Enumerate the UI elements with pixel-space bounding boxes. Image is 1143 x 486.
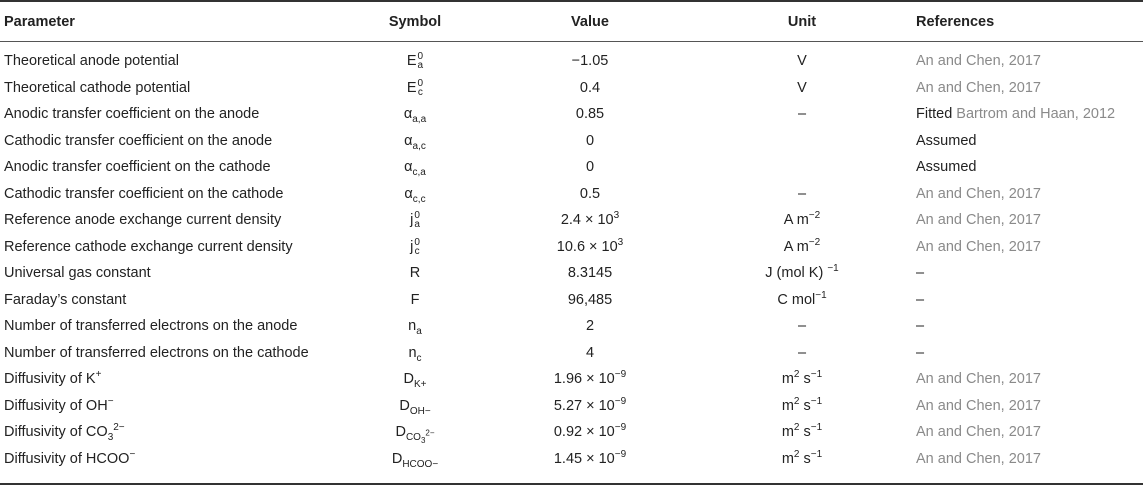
cell-unit — [694, 393, 910, 420]
cell-unit — [694, 154, 910, 181]
cell-unit — [694, 207, 910, 234]
cell-symbol — [344, 181, 486, 208]
cell-value — [486, 207, 694, 234]
table-row — [0, 313, 1143, 340]
cell-reference: – — [916, 344, 925, 361]
cell-parameter: Theoretical cathode potential — [4, 79, 191, 96]
cell-parameter — [0, 366, 344, 393]
cell-value: 0 — [585, 159, 595, 176]
table-row — [0, 234, 1143, 261]
unit-base: C mol — [777, 291, 816, 308]
parameter-charge: + — [95, 369, 102, 381]
cell-reference: An and Chen, 2017 — [916, 397, 1041, 414]
cell-parameter: Theoretical anode potential — [4, 53, 179, 70]
unit-exponent: 2 — [793, 448, 800, 460]
symbol-sub: c — [414, 245, 420, 257]
cell-symbol — [344, 75, 486, 102]
cell-reference: An and Chen, 2017 — [916, 212, 1041, 229]
symbol-indices — [418, 79, 424, 97]
cell-value: −1.05 — [571, 53, 609, 70]
cell-symbol — [344, 234, 486, 261]
symbol-sub: HCOO− — [402, 458, 439, 470]
header-value: Value — [571, 13, 609, 30]
unit-base: J (mol K) — [765, 265, 828, 282]
symbol-base: D — [403, 371, 414, 388]
header-unit: Unit — [787, 13, 817, 30]
parameter-subscript: 3 — [107, 432, 114, 444]
unit-exponent-2: −1 — [810, 422, 823, 434]
cell-unit — [694, 446, 910, 473]
symbol-base: α — [403, 106, 413, 123]
symbol-sub: a — [417, 60, 424, 72]
cell-unit — [694, 234, 910, 261]
cell-parameter: Number of transferred electrons on the cathode — [4, 344, 309, 361]
cell-parameter: Reference cathode exchange current density — [4, 238, 293, 255]
cell-symbol: R — [409, 265, 421, 282]
reference-citation: Bartrom and Haan, 2012 — [956, 106, 1116, 123]
unit-exponent-2: −1 — [810, 369, 823, 381]
table-row — [0, 154, 1143, 181]
header-symbol: Symbol — [388, 13, 442, 30]
table-row — [0, 181, 1143, 208]
cell-unit — [694, 260, 910, 287]
parameter-charge: − — [129, 448, 136, 460]
cell-unit: – — [797, 318, 807, 335]
header-references: References — [916, 13, 995, 30]
parameter-text: Diffusivity of OH — [4, 397, 108, 414]
value-exponent: −9 — [614, 448, 627, 460]
cell-parameter: Reference anode exchange current density — [4, 212, 282, 229]
unit-base: m — [781, 424, 794, 441]
cell-reference: An and Chen, 2017 — [916, 79, 1041, 96]
unit-base: A m — [783, 238, 809, 255]
cell-value: 4 — [585, 344, 595, 361]
unit-exponent: −2 — [808, 236, 821, 248]
cell-unit: – — [797, 106, 807, 123]
symbol-sup: 0 — [414, 236, 420, 248]
value-exponent: 3 — [617, 236, 624, 248]
cell-reference: – — [916, 318, 925, 335]
symbol-sub: OH− — [409, 405, 431, 417]
table-row — [0, 340, 1143, 367]
cell-parameter — [0, 393, 344, 420]
unit-rest: s — [799, 450, 811, 467]
symbol-base: n — [408, 318, 417, 335]
cell-value: 0.4 — [579, 79, 601, 96]
table-row — [0, 393, 1143, 420]
cell-parameter — [0, 419, 344, 446]
symbol-base: α — [404, 159, 413, 176]
cell-parameter: Cathodic transfer coefficient on the cathode — [4, 185, 284, 202]
cell-unit — [694, 128, 910, 155]
table-row — [0, 41, 1143, 75]
cell-unit — [694, 287, 910, 314]
symbol-sup: 0 — [417, 51, 424, 63]
cell-symbol — [344, 393, 486, 420]
cell-reference: An and Chen, 2017 — [916, 238, 1041, 255]
cell-unit: V — [797, 53, 807, 70]
symbol-indices — [414, 211, 420, 229]
symbol-sub: a — [414, 219, 420, 231]
cell-value: 2 — [585, 318, 595, 335]
cell-reference: An and Chen, 2017 — [916, 371, 1041, 388]
cell-reference: Assumed — [916, 159, 977, 176]
unit-exponent-2: −1 — [810, 395, 823, 407]
table-row — [0, 287, 1143, 314]
unit-exponent: 2 — [793, 369, 800, 381]
symbol-sub: c,a — [412, 167, 426, 179]
cell-symbol — [344, 340, 486, 367]
cell-value — [486, 419, 694, 446]
cell-value — [486, 446, 694, 473]
table-row — [0, 419, 1143, 446]
unit-exponent: −2 — [808, 210, 821, 222]
cell-unit: – — [797, 185, 807, 202]
value-mantissa: 1.96 × 10 — [553, 371, 615, 388]
parameter-table — [0, 2, 1143, 472]
symbol-sup: 0 — [417, 77, 424, 89]
cell-parameter — [0, 446, 344, 473]
parameter-charge: 2− — [113, 422, 125, 434]
symbol-indices — [418, 52, 424, 70]
unit-rest: s — [799, 371, 811, 388]
symbol-sub — [405, 428, 435, 445]
parameter-text: Diffusivity of K — [4, 371, 96, 388]
parameter-text: Diffusivity of CO — [4, 424, 108, 441]
symbol-base: α — [404, 132, 413, 149]
symbol-sub: c — [416, 352, 422, 364]
symbol-sub: a — [416, 326, 422, 338]
symbol-base: E — [406, 79, 417, 96]
cell-symbol — [344, 419, 486, 446]
cell-parameter: Universal gas constant — [4, 265, 151, 282]
cell-reference: Assumed — [916, 132, 977, 149]
cell-symbol — [344, 154, 486, 181]
value-mantissa: 0.92 × 10 — [553, 424, 615, 441]
symbol-sub: c — [417, 86, 423, 98]
value-mantissa: 2.4 × 10 — [560, 212, 614, 229]
unit-base: m — [781, 450, 794, 467]
unit-exponent-2: −1 — [810, 448, 823, 460]
cell-reference: An and Chen, 2017 — [916, 450, 1041, 467]
unit-rest: s — [799, 424, 811, 441]
table-header-row — [0, 2, 1143, 41]
cell-symbol — [344, 101, 486, 128]
cell-value: 0 — [585, 132, 595, 149]
symbol-base: n — [408, 344, 417, 361]
cell-symbol — [344, 446, 486, 473]
unit-base: A m — [783, 212, 809, 229]
table-row — [0, 446, 1143, 473]
value-exponent: −9 — [614, 395, 627, 407]
symbol-indices — [414, 238, 420, 256]
table-row — [0, 75, 1143, 102]
parameter-charge: − — [107, 395, 114, 407]
symbol-sub: a,a — [412, 114, 427, 126]
unit-exponent: −1 — [827, 263, 839, 275]
parameter-text: Diffusivity of HCOO — [4, 450, 130, 467]
value-exponent: 3 — [613, 210, 620, 222]
cell-value — [486, 234, 694, 261]
value-mantissa: 5.27 × 10 — [553, 397, 615, 414]
cell-unit — [694, 366, 910, 393]
unit-rest: s — [799, 397, 811, 414]
cell-reference: An and Chen, 2017 — [916, 424, 1041, 441]
cell-reference: – — [916, 265, 925, 282]
table-row — [0, 101, 1143, 128]
unit-exponent: 2 — [793, 395, 800, 407]
cell-parameter: Number of transferred electrons on the anode — [4, 318, 298, 335]
cell-value: 0.5 — [579, 185, 601, 202]
cell-value — [486, 393, 694, 420]
cell-value: 0.85 — [575, 106, 605, 123]
symbol-base: D — [399, 397, 410, 414]
cell-symbol — [344, 366, 486, 393]
value-exponent: −9 — [614, 369, 627, 381]
unit-base: m — [781, 371, 794, 388]
symbol-base: D — [391, 450, 403, 467]
symbol-sub: a,c — [412, 140, 426, 152]
table-row — [0, 128, 1143, 155]
cell-reference: An and Chen, 2017 — [916, 185, 1041, 202]
symbol-base: α — [404, 185, 413, 202]
unit-exponent: −1 — [815, 289, 827, 301]
cell-parameter: Anodic transfer coefficient on the anode — [4, 106, 260, 123]
table-row — [0, 366, 1143, 393]
cell-reference: An and Chen, 2017 — [916, 53, 1041, 70]
symbol-base: E — [406, 53, 417, 70]
symbol-base: D — [395, 423, 406, 440]
cell-parameter: Anodic transfer coefficient on the cathode — [4, 159, 271, 176]
cell-value: 8.3145 — [567, 265, 613, 282]
value-mantissa: 10.6 × 10 — [556, 238, 618, 255]
reference-prefix: Fitted — [916, 106, 953, 123]
cell-reference: – — [916, 291, 925, 308]
unit-exponent: 2 — [793, 422, 800, 434]
cell-unit: V — [797, 79, 807, 96]
cell-symbol — [344, 207, 486, 234]
symbol-sub-sup: 2− — [425, 428, 435, 438]
cell-reference — [910, 101, 1143, 128]
cell-value — [486, 366, 694, 393]
symbol-base: j — [410, 212, 414, 229]
value-mantissa: 1.45 × 10 — [553, 450, 615, 467]
header-parameter: Parameter — [4, 13, 75, 30]
cell-symbol — [344, 128, 486, 155]
symbol-sub: c,c — [412, 193, 426, 205]
symbol-sub: K+ — [413, 379, 427, 391]
symbol-sup: 0 — [414, 210, 420, 222]
cell-parameter: Faraday’s constant — [4, 291, 127, 308]
cell-unit: – — [797, 344, 807, 361]
cell-symbol — [344, 41, 486, 75]
table-row — [0, 207, 1143, 234]
value-exponent: −9 — [614, 422, 627, 434]
cell-value: 96,485 — [567, 291, 613, 308]
table-row — [0, 260, 1143, 287]
symbol-base: j — [410, 238, 414, 255]
cell-symbol — [344, 313, 486, 340]
unit-base: m — [781, 397, 794, 414]
symbol-sub-sub: 3 — [420, 435, 426, 445]
symbol-sub-text: CO — [405, 431, 421, 443]
cell-parameter: Cathodic transfer coefficient on the anode — [4, 132, 273, 149]
cell-unit — [694, 419, 910, 446]
table-bottom-rule — [0, 483, 1143, 485]
cell-symbol: F — [410, 291, 420, 308]
